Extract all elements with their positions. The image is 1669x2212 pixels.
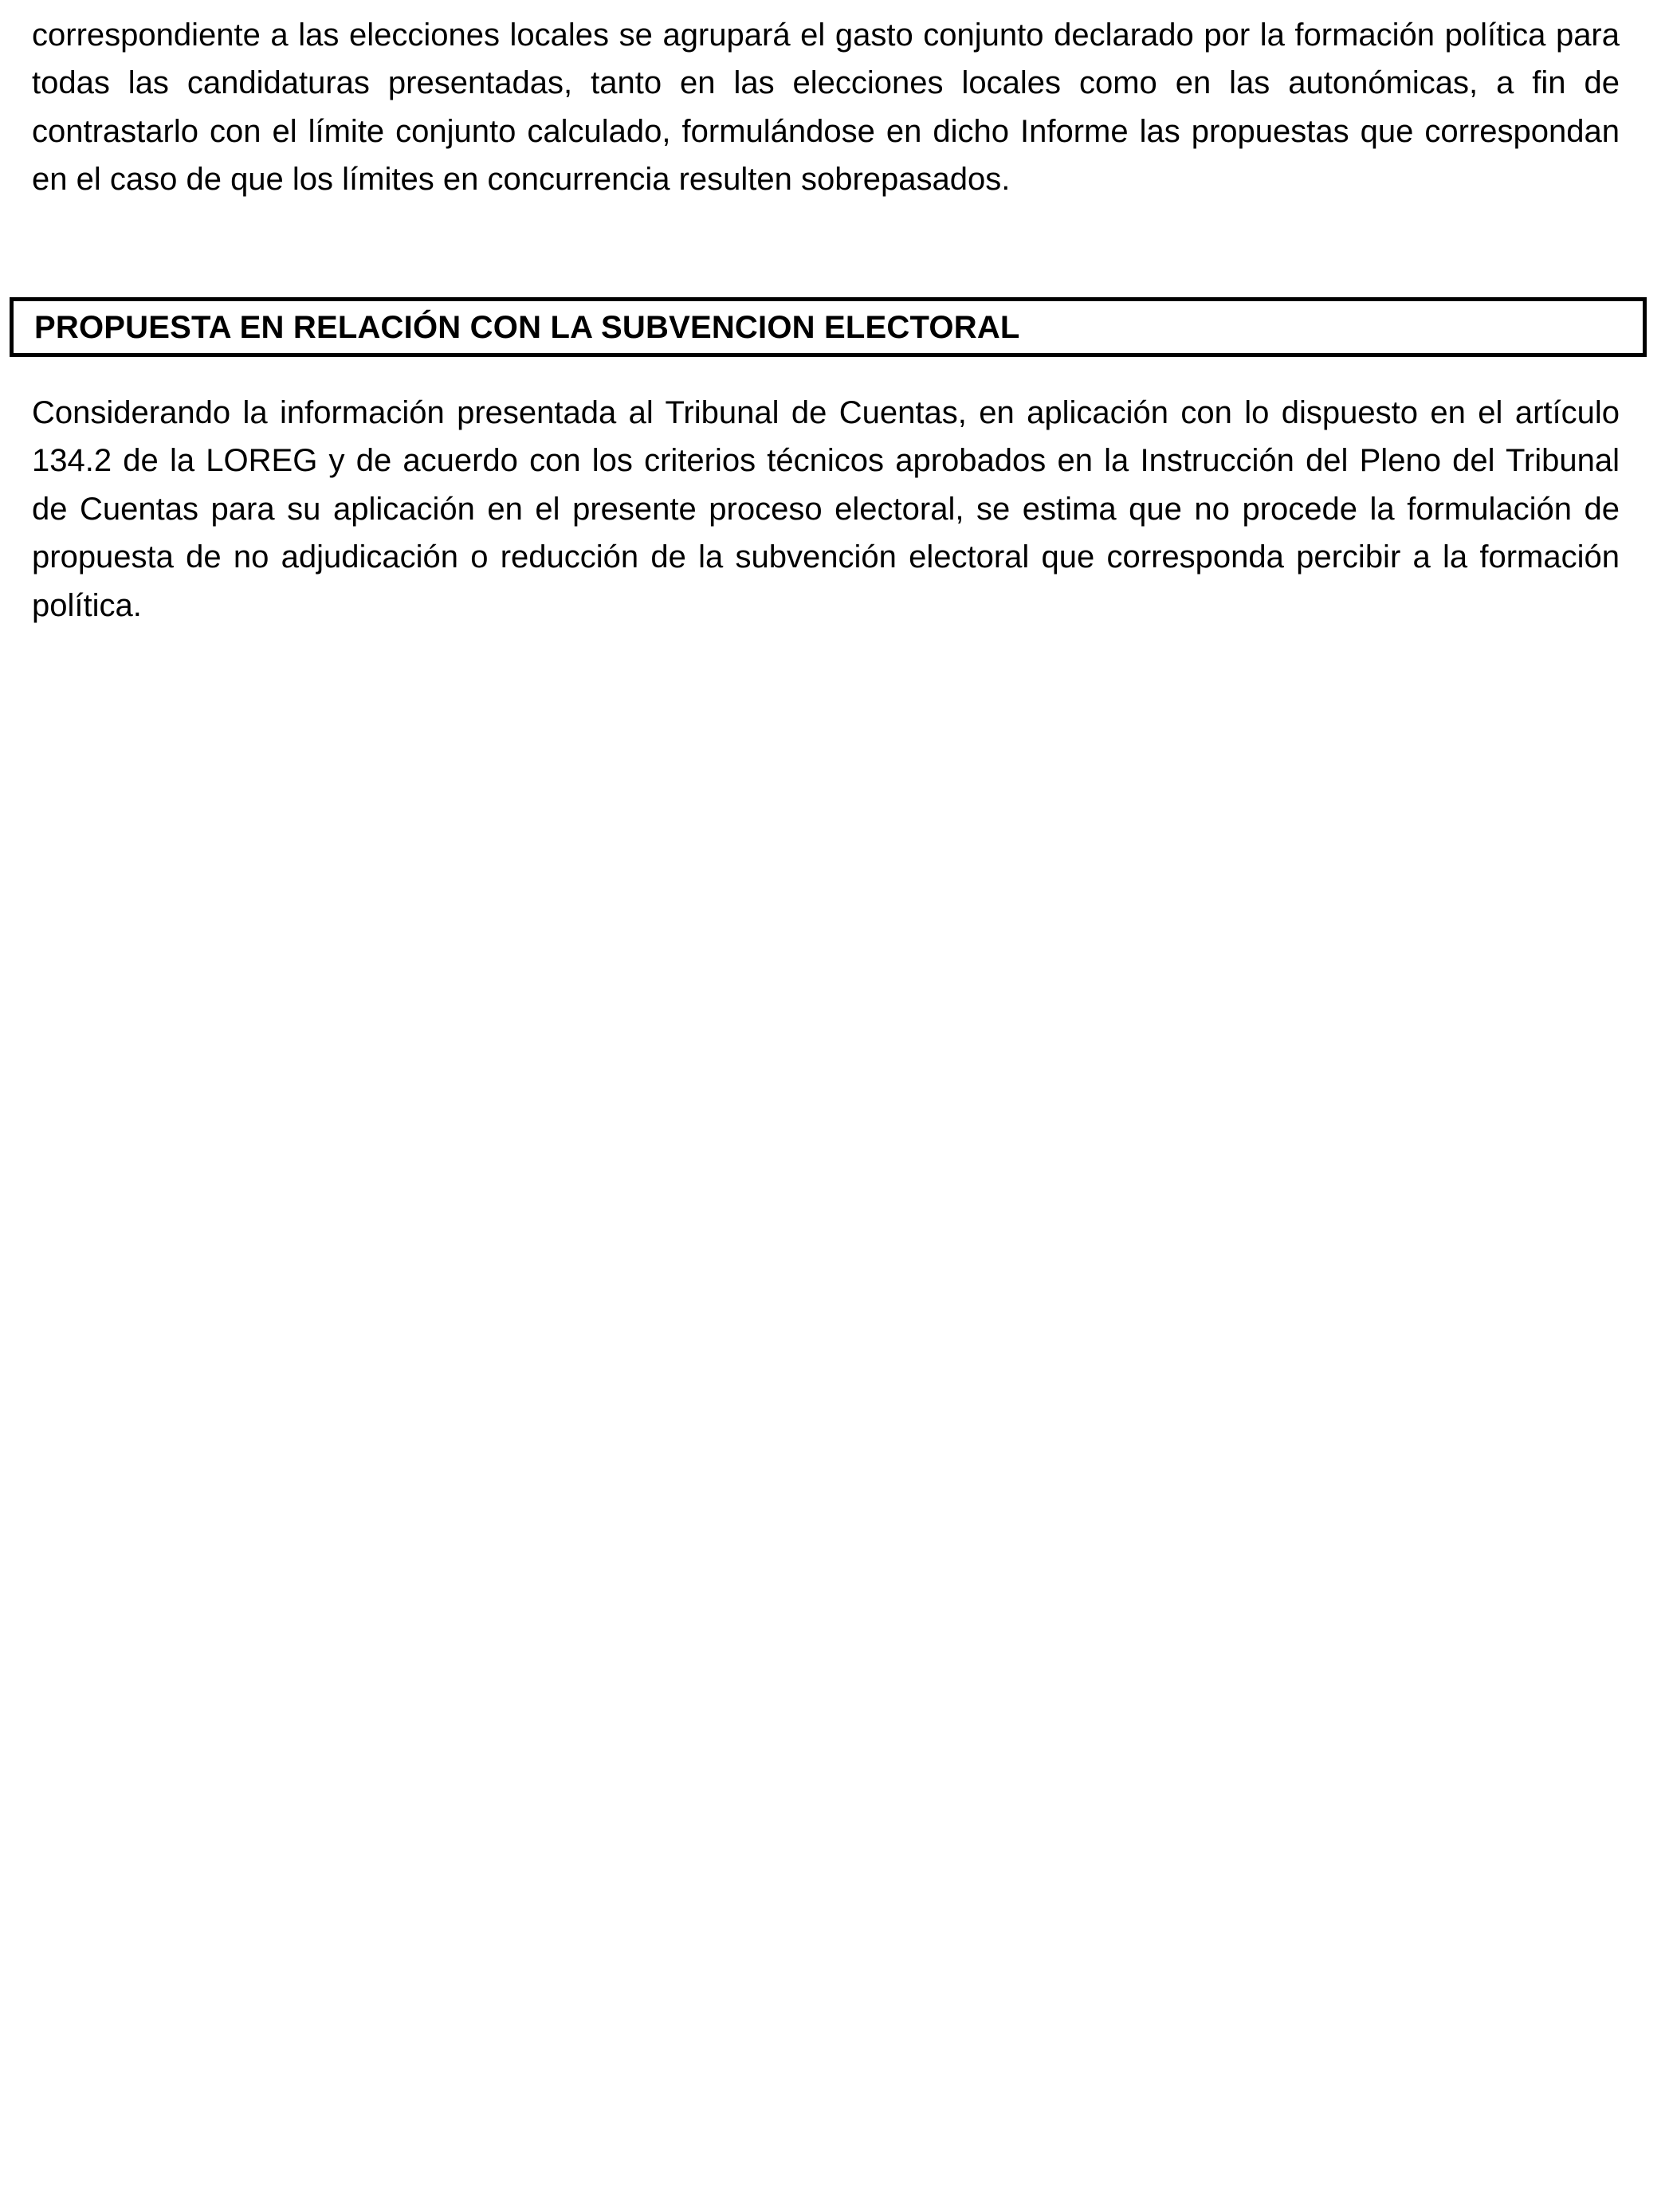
- continued-paragraph: correspondiente a las elecciones locales se agrupará el gasto conjunto declarado por la formación política para todas las candidaturas presentadas, tanto en las elecciones locales como en las autonómicas, a fin de contrastarlo con el límite conjunto calculado, formulándose en dicho Informe las propuestas que correspondan en el caso de que los límites en concurrencia resulten sobrepasados.: [32, 18, 1620, 198]
- section-heading-box: [10, 297, 1647, 357]
- section-paragraph: Considerando la información presentada al Tribunal de Cuentas, en aplicación con lo dispuesto en el artículo 134.2 de la LOREG y de acuerdo con los criterios técnicos aprobados en la Instrucción del Pleno del Tribunal de Cuentas para su aplicación en el presente proceso electoral, se estima que no procede la formulación de propuesta de no adjudicación o reducción de la subvención electoral que corresponda percibir a la formación política.: [32, 395, 1620, 623]
- section-heading: PROPUESTA EN RELACIÓN CON LA SUBVENCION ELECTORAL: [34, 309, 1020, 345]
